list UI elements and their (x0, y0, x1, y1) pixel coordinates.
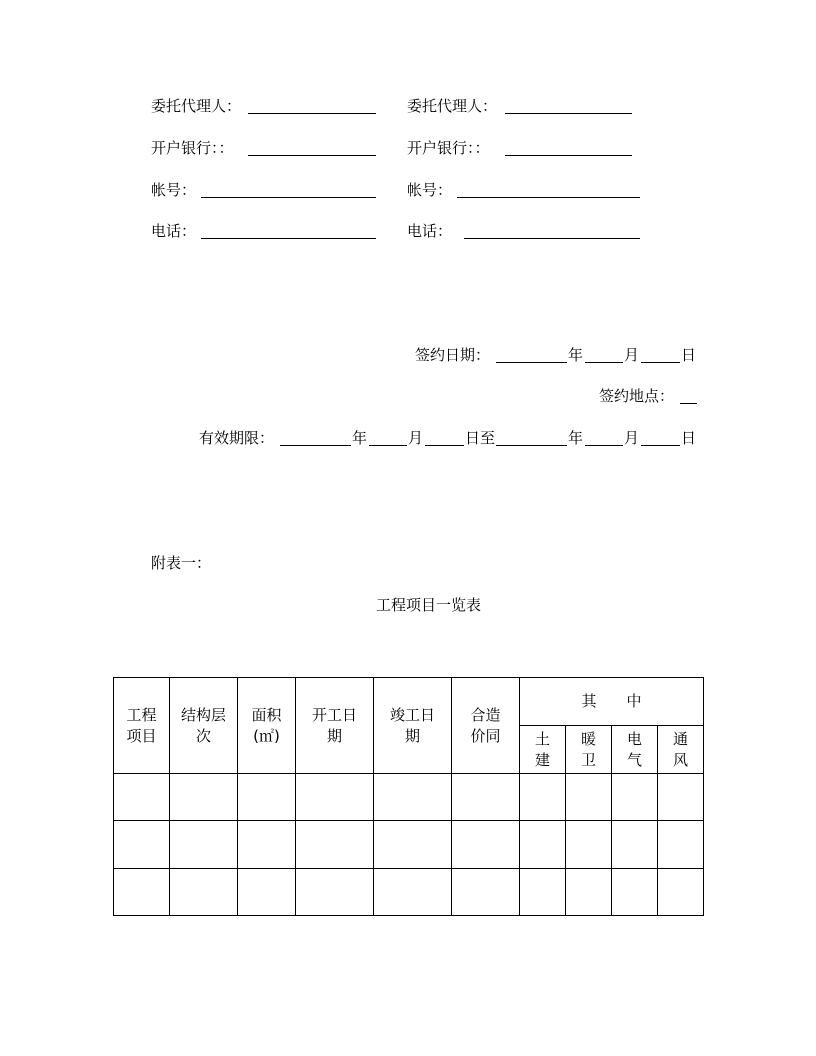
signing-year-field[interactable] (496, 362, 567, 363)
header-breakdown-group: 其 中 (520, 678, 704, 726)
header-heating: 暖卫 (566, 726, 612, 774)
table-cell[interactable] (114, 774, 170, 821)
table-cell[interactable] (658, 821, 704, 869)
table-cell[interactable] (452, 821, 520, 869)
header-project: 工程项目 (114, 678, 170, 774)
table-cell[interactable] (296, 821, 374, 869)
header-start-date: 开工日期 (296, 678, 374, 774)
table-title: 工程项目一览表 (376, 596, 482, 614)
project-table (113, 677, 704, 916)
right-agent-label: 委托代理人： (407, 97, 498, 115)
validity-label: 有效期限： (199, 429, 275, 447)
left-account-field[interactable] (201, 197, 376, 198)
header-contract-price: 合造价同 (452, 678, 520, 774)
table-cell[interactable] (238, 774, 296, 821)
validity-to-label: 日至 (465, 429, 496, 447)
signing-place-field[interactable] (680, 403, 697, 404)
validity-start-year-unit: 年 (352, 429, 368, 447)
validity-start-month-unit: 月 (408, 429, 424, 447)
header-civil: 土建 (520, 726, 566, 774)
table-cell[interactable] (452, 869, 520, 916)
right-bank-label: 开户银行：： (407, 139, 490, 157)
table-cell[interactable] (612, 774, 658, 821)
table-cell[interactable] (296, 869, 374, 916)
appendix-label: 附表一： (151, 554, 212, 572)
table-cell[interactable] (114, 821, 170, 869)
header-finish-date: 竣工日期 (374, 678, 452, 774)
signing-day-unit: 日 (681, 346, 697, 364)
table-cell[interactable] (452, 774, 520, 821)
header-electric: 电气 (612, 726, 658, 774)
header-structure: 结构层次 (170, 678, 238, 774)
right-agent-field[interactable] (505, 113, 632, 114)
table-cell[interactable] (658, 869, 704, 916)
validity-end-day-unit: 日 (681, 429, 697, 447)
table-cell[interactable] (566, 869, 612, 916)
table-row (114, 821, 704, 869)
header-ventilation: 通风 (658, 726, 704, 774)
table-cell[interactable] (296, 774, 374, 821)
validity-start-day-field[interactable] (425, 445, 464, 446)
signing-place-label: 签约地点： (599, 387, 675, 405)
validity-end-month-field[interactable] (585, 445, 623, 446)
validity-end-year-field[interactable] (496, 445, 567, 446)
right-account-label: 帐号： (407, 181, 453, 199)
table-cell[interactable] (170, 869, 238, 916)
left-agent-label: 委托代理人： (151, 97, 242, 115)
table-cell[interactable] (520, 774, 566, 821)
left-phone-label: 电话： (151, 222, 197, 240)
table-cell[interactable] (374, 774, 452, 821)
validity-end-day-field[interactable] (641, 445, 680, 446)
signing-day-field[interactable] (641, 362, 680, 363)
validity-end-year-unit: 年 (568, 429, 584, 447)
table-cell[interactable] (170, 821, 238, 869)
left-bank-label: 开户银行：： (151, 139, 234, 157)
header-area: 面积(㎡) (238, 678, 296, 774)
right-phone-label: 电话： (407, 222, 453, 240)
signing-year-unit: 年 (568, 346, 584, 364)
table-cell[interactable] (170, 774, 238, 821)
table-header-row-1 (114, 678, 704, 726)
signing-month-unit: 月 (624, 346, 640, 364)
table-cell[interactable] (238, 869, 296, 916)
table-cell[interactable] (612, 869, 658, 916)
right-phone-field[interactable] (464, 238, 640, 239)
validity-start-year-field[interactable] (280, 445, 351, 446)
left-phone-field[interactable] (201, 238, 376, 239)
validity-end-month-unit: 月 (624, 429, 640, 447)
signing-month-field[interactable] (585, 362, 623, 363)
table-row (114, 869, 704, 916)
table-cell[interactable] (374, 869, 452, 916)
table-cell[interactable] (374, 821, 452, 869)
table-cell[interactable] (612, 821, 658, 869)
table-cell[interactable] (520, 821, 566, 869)
table-cell[interactable] (566, 821, 612, 869)
right-bank-field[interactable] (505, 155, 632, 156)
table-row (114, 774, 704, 821)
left-account-label: 帐号： (151, 181, 197, 199)
table-cell[interactable] (566, 774, 612, 821)
table-cell[interactable] (658, 774, 704, 821)
validity-start-month-field[interactable] (369, 445, 407, 446)
signing-date-label: 签约日期： (415, 346, 491, 364)
right-account-field[interactable] (457, 197, 640, 198)
left-agent-field[interactable] (248, 113, 376, 114)
table-cell[interactable] (114, 869, 170, 916)
left-bank-field[interactable] (248, 155, 376, 156)
table-cell[interactable] (520, 869, 566, 916)
table-cell[interactable] (238, 821, 296, 869)
